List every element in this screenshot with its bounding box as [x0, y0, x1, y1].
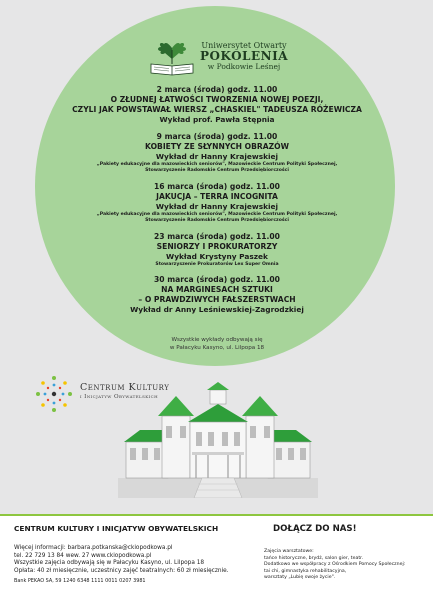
footer-contact-line: tel. 22 729 13 84 wew. 27 www.ckiopodkowa.pl [14, 552, 152, 559]
lecture-partner-note: „Pakiety edukacyjne dla mazowieckich seniorów", Mazowieckie Centrum Polityki Społecznej, [96, 162, 338, 167]
footer-contact-line: Opłata: 40 zł miesięcznie, uczestnicy zajęć teatralnych: 60 zł miesięcznie. [14, 568, 229, 575]
join-us-line: tai chi, gimnastyka rehabilitacyjna, [264, 568, 347, 574]
lecture-date: 9 marca (środa) godz. 11.00 [156, 132, 278, 141]
footer-title: CENTRUM KULTURY I INICJATYW OBYWATELSKICH [14, 524, 219, 533]
footer [0, 514, 433, 600]
lecture-item [60, 182, 374, 225]
logo-line-3: w Podkowie Leśnej [207, 61, 281, 71]
lecture-title: CZYLI JAK POWSTAWAŁ WIERSZ „CHASKIEL" TADEUSZA RÓŻEWICZA [72, 105, 362, 114]
centrum-name: Centrum Kultury [80, 382, 170, 393]
lecture-date: 2 marca (środa) godz. 11.00 [156, 85, 278, 94]
lecture-list [60, 85, 374, 322]
lecture-title: SENIORZY I PROKURATORZY [156, 241, 278, 251]
lecture-partner-note: Stowarzyszenie Radomskie Centrum Przedsiębiorczości [145, 218, 289, 224]
lecture-date: 23 marca (środa) godz. 11.00 [154, 231, 280, 241]
lecture-item [60, 275, 374, 315]
lecture-title: – O PRAWDZIWYCH FAŁSZERSTWACH [138, 295, 296, 305]
lecture-title: NA MARGINESACH SZTUKI [161, 285, 273, 295]
footer-divider [0, 514, 433, 516]
join-us-title: DOŁĄCZ DO NAS! [273, 524, 357, 534]
lecture-date: 30 marca (środa) godz. 11.00 [154, 275, 280, 285]
lecture-title: KOBIETY ZE SŁYNNYCH OBRAZÓW [145, 142, 289, 151]
lecture-lecturer: Wykład Krystyny Paszek [166, 251, 268, 261]
lecture-partner-note: Stowarzyszenie Prokuratorów Lex Super Omnia [155, 261, 279, 267]
lecture-partner-note: „Pakiety edukacyjne dla mazowieckich seniorów", Mazowieckie Centrum Polityki Społecznej, [96, 211, 338, 217]
join-us-line: Zajęcia warsztatowe: [264, 549, 314, 554]
palace-building-illustration [118, 382, 318, 498]
lecture-title: O ZŁUDNEJ ŁATWOŚCI TWORZENIA NOWEJ POEZJI, [110, 95, 324, 104]
lecture-item [60, 85, 374, 125]
join-us-line: Dodatkowo we współpracy z Ośrodkiem Pomocy Społecznej: [264, 562, 406, 567]
lecture-date: 16 marca (środa) godz. 11.00 [154, 181, 280, 191]
venue-footnote-line: Wszystkie wykłady odbywają się [171, 337, 263, 343]
lecture-item [60, 132, 374, 175]
logo-line-2: POKOLENIA [199, 49, 288, 64]
starburst-icon [34, 374, 74, 414]
footer-contact-line: Wszystkie zajęcia odbywają się w Pałacyku Kasyno, ul. Lilpopa 18 [14, 560, 205, 567]
footer-contact [14, 545, 229, 586]
lecture-item [60, 232, 374, 268]
lecture-lecturer: Wykład dr Hanny Krajewskiej [155, 152, 279, 161]
uo-pokolenia-logo [148, 42, 288, 78]
lecture-lecturer: Wykład dr Anny Leśniewskiej-Zagrodzkiej [130, 305, 304, 315]
centrum-subtitle: i Inicjatyw Obywatelskich [80, 394, 158, 400]
join-us-line: tańce historyczne, brydż, salon gier, teatr. [264, 555, 364, 561]
lecture-lecturer: Wykład dr Hanny Krajewskiej [155, 201, 279, 211]
venue-footnote-line: w Pałacyku Kasyno, ul. Lilpopa 18 [169, 345, 265, 351]
lecture-partner-note: Stowarzyszenie Radomskie Centrum Przedsiębiorczości [145, 168, 289, 174]
venue-footnote [120, 336, 314, 352]
footer-bank-account: Bank PEKAO SA, 59 1240 6348 1111 0011 0207 3981 [14, 577, 146, 584]
lecture-lecturer: Wykład prof. Pawła Stępnia [159, 115, 275, 124]
logo-text [198, 42, 290, 71]
lecture-title: JAKUCJA – TERRA INCOGNITA [156, 191, 278, 201]
join-us-details [264, 549, 405, 582]
footer-contact-line: Więcej informacji: barbara.potkanska@ckiopodkowa.pl [14, 545, 173, 551]
join-us-line: warsztaty „Lubię swoje życie". [264, 575, 336, 580]
open-book-icon [148, 42, 196, 78]
logo-line-1: Uniwersytet Otwarty [201, 41, 287, 50]
